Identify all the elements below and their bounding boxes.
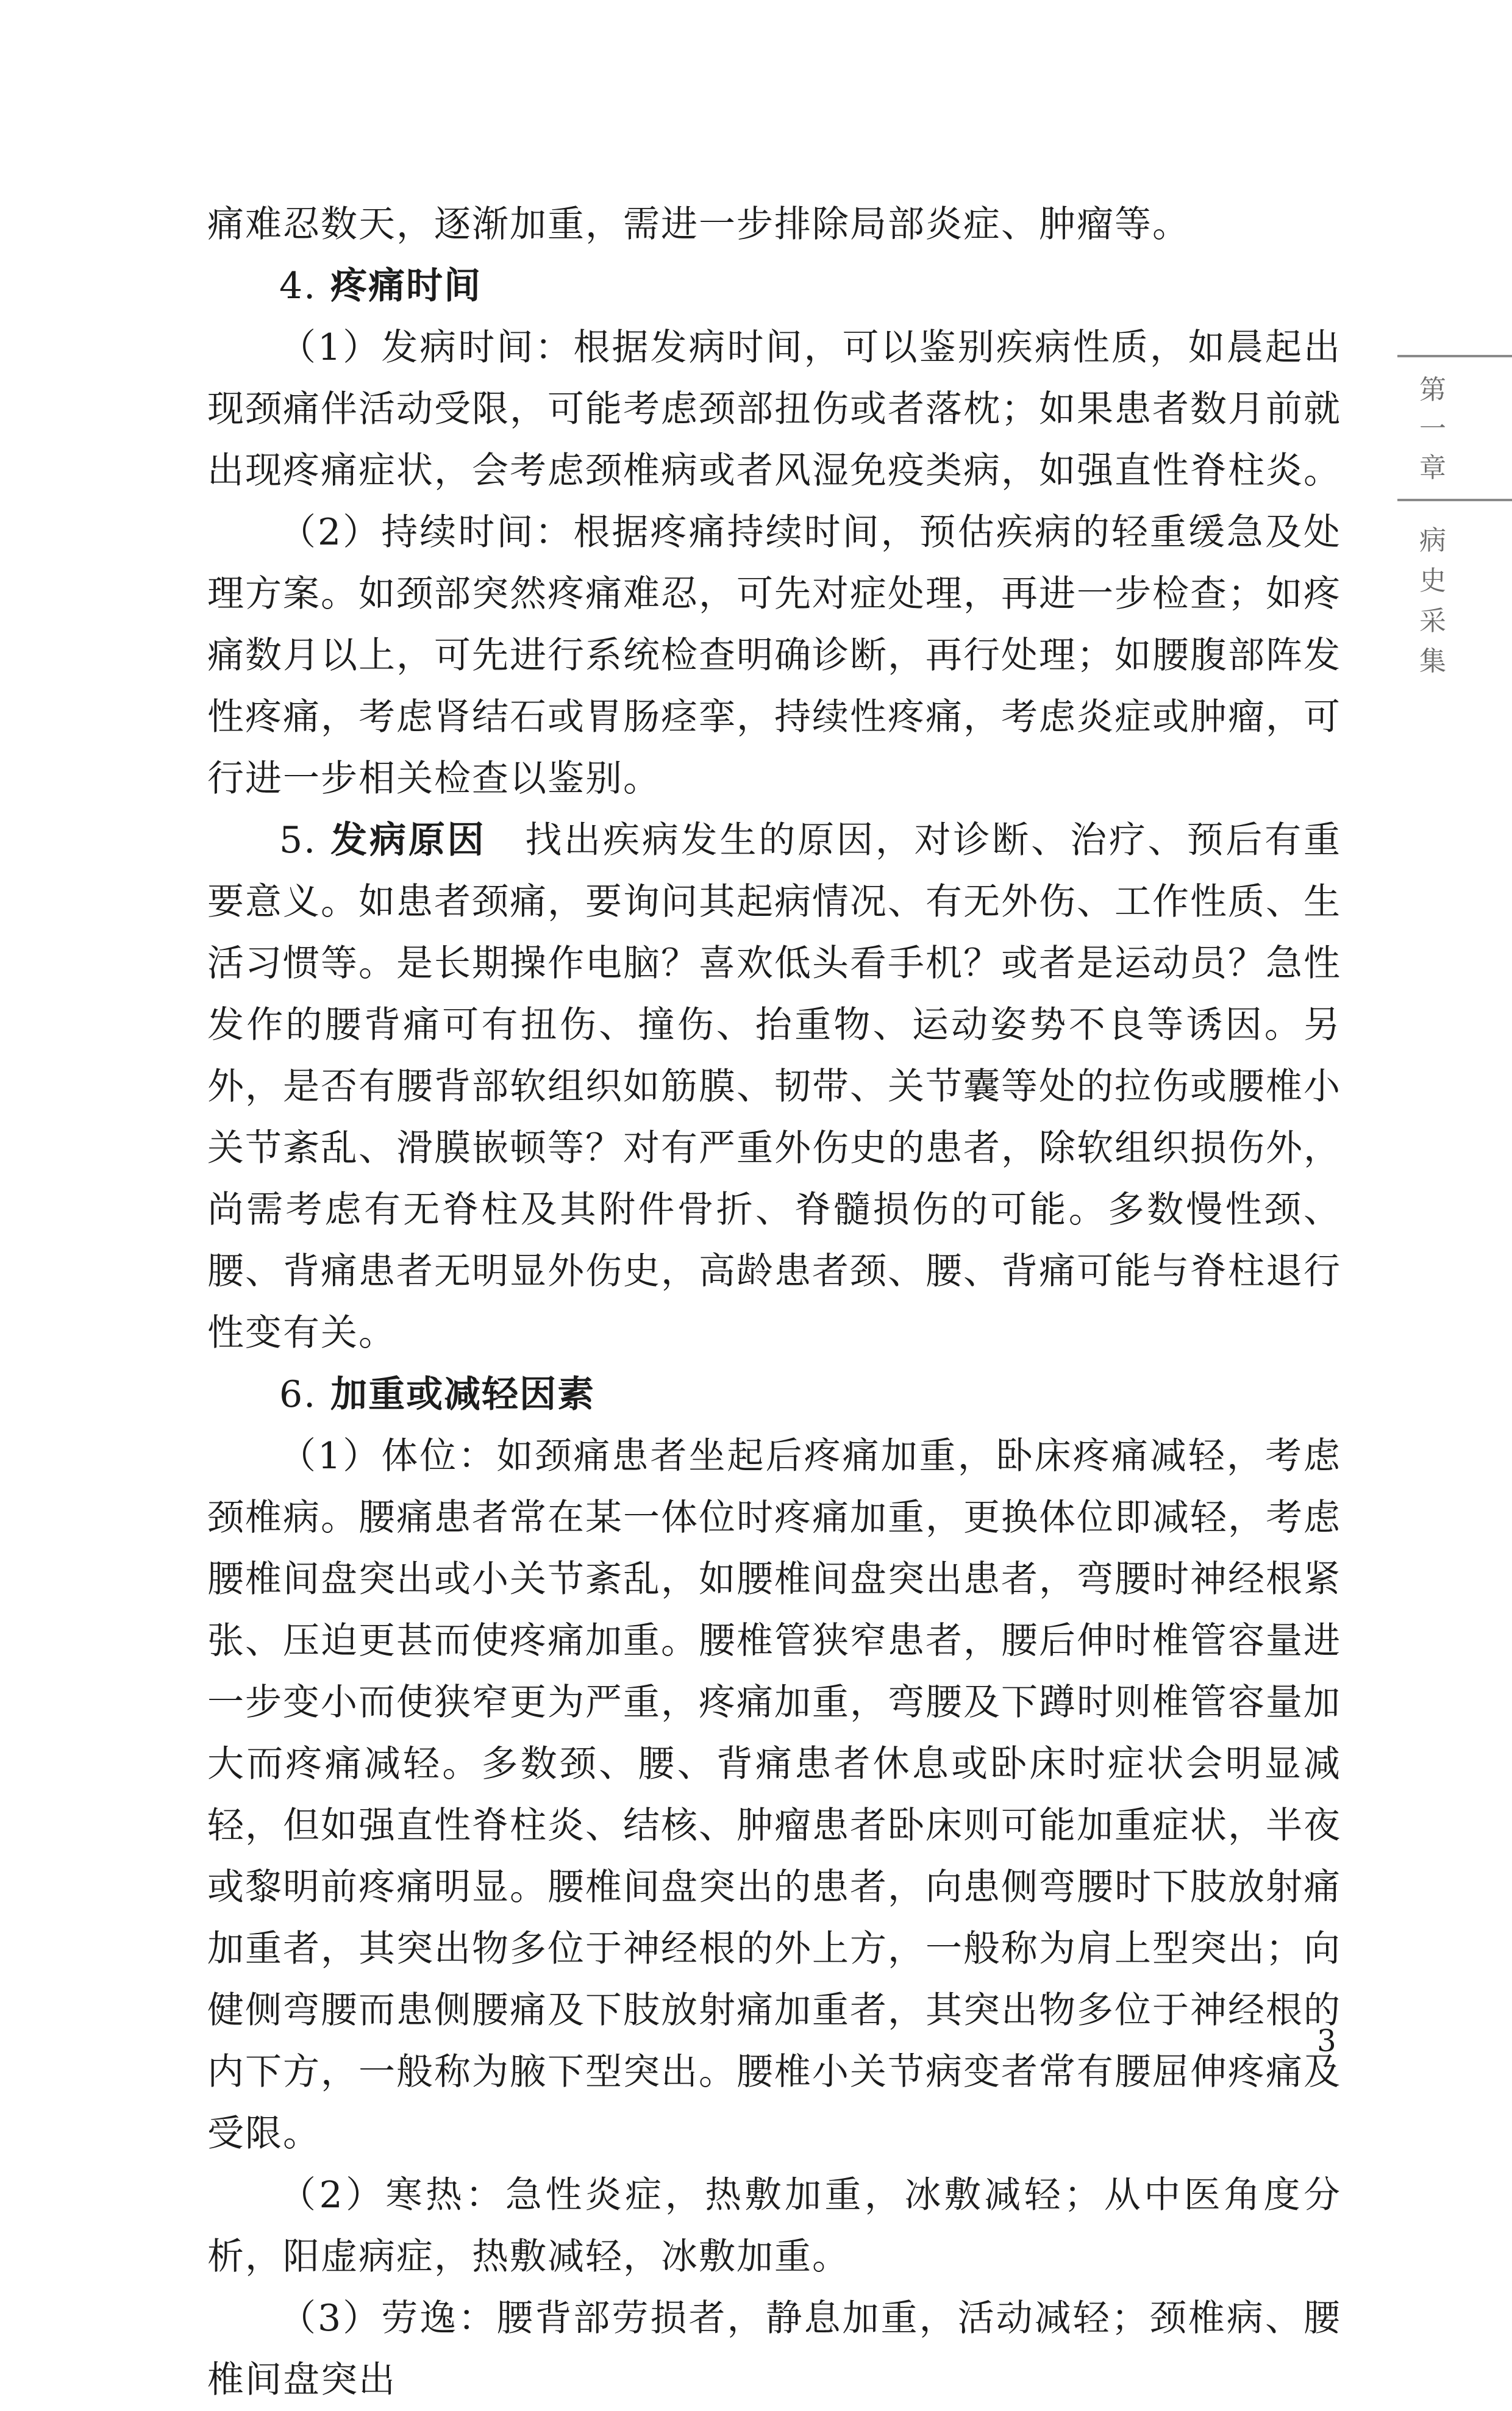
- paragraph-cause: [207, 810, 1341, 1364]
- paragraph-continuation: 痛难忍数天，逐渐加重，需进一步排除局部炎症、肿瘤等。: [207, 203, 1190, 246]
- heading-pain-time: [207, 255, 1341, 317]
- heading-number: 4.: [279, 265, 317, 307]
- heading-factors: [207, 1364, 1341, 1426]
- paragraph-rest-activity: （3）劳逸：腰背部劳损者，静息加重，活动减轻；颈椎病、腰椎间盘突出: [207, 2297, 1341, 2401]
- heading-title: 疼痛时间: [330, 265, 482, 307]
- heading-number: 6.: [279, 1373, 317, 1416]
- heading-number: 5.: [279, 819, 317, 862]
- side-tab-section: 病史采集: [1419, 525, 1446, 677]
- heading-title: 发病原因: [330, 819, 487, 862]
- paragraph-posture: （1）体位：如颈痛患者坐起后疼痛加重，卧床疼痛减轻，考虑颈椎病。腰痛患者常在某一体位时疼痛加重，更换体位即减轻，考虑腰椎间盘突出或小关节紊乱，如腰椎间盘突出患者，弯腰时神经根紧张、压迫更甚而使疼痛加重。腰椎管狭窄患者，腰后伸时椎管容量进一步变小而使狭窄更为严重，疼痛加重，弯腰及下蹲时则椎管容量加大而疼痛减轻。多数颈、腰、背痛患者休息或卧床时症状会明显减轻，但如强直性脊柱炎、结核、肿瘤患者卧床则可能加重症状，半夜或黎明前疼痛明显。腰椎间盘突出的患者，向患侧弯腰时下肢放射痛加重者，其突出物多位于神经根的外上方，一般称为肩上型突出；向健侧弯腰而患侧腰痛及下肢放射痛加重者，其突出物多位于神经根的内下方，一般称为腋下型突出。腰椎小关节病变者常有腰屈伸疼痛及受限。: [207, 1435, 1341, 2155]
- heading-title: 加重或减轻因素: [330, 1373, 596, 1416]
- paragraph-onset-time: （1）发病时间：根据发病时间，可以鉴别疾病性质，如晨起出现颈痛伴活动受限，可能考虑颈部扭伤或者落枕；如果患者数月前就出现疼痛症状，会考虑颈椎病或者风湿免疫类病，如强直性脊柱炎。: [207, 326, 1341, 492]
- paragraph-duration: （2）持续时间：根据疼痛持续时间，预估疾病的轻重缓急及处理方案。如颈部突然疼痛难忍，可先对症处理，再进一步检查；如疼痛数月以上，可先进行系统检查明确诊断，再行处理；如腰腹部阵发性疼痛，考虑肾结石或胃肠痉挛，持续性疼痛，考虑炎症或肿瘤，可行进一步相关检查以鉴别。: [207, 511, 1341, 800]
- paragraph-cause-text: 找出疾病发生的原因，对诊断、治疗、预后有重要意义。如患者颈痛，要询问其起病情况、有无外伤、工作性质、生活习惯等。是长期操作电脑？喜欢低头看手机？或者是运动员？急性发作的腰背痛可有扭伤、撞伤、抬重物、运动姿势不良等诱因。另外，是否有腰背部软组织如筋膜、韧带、关节囊等处的拉伤或腰椎小关节紊乱、滑膜嵌顿等？对有严重外伤史的患者，除软组织损伤外，尚需考虑有无脊柱及其附件骨折、脊髓损伤的可能。多数慢性颈、腰、背痛患者无明显外伤史，高龄患者颈、腰、背痛可能与脊柱退行性变有关。: [207, 819, 1342, 1354]
- paragraph-temperature: （2）寒热：急性炎症，热敷加重，冰敷减轻；从中医角度分析，阳虚病症，热敷减轻，冰敷加重。: [207, 2174, 1341, 2278]
- side-tab-chapter: 第一章: [1419, 374, 1446, 484]
- page-body: [207, 194, 1341, 2411]
- chapter-side-tab: [1397, 355, 1512, 682]
- page-number: 3: [1317, 2023, 1336, 2059]
